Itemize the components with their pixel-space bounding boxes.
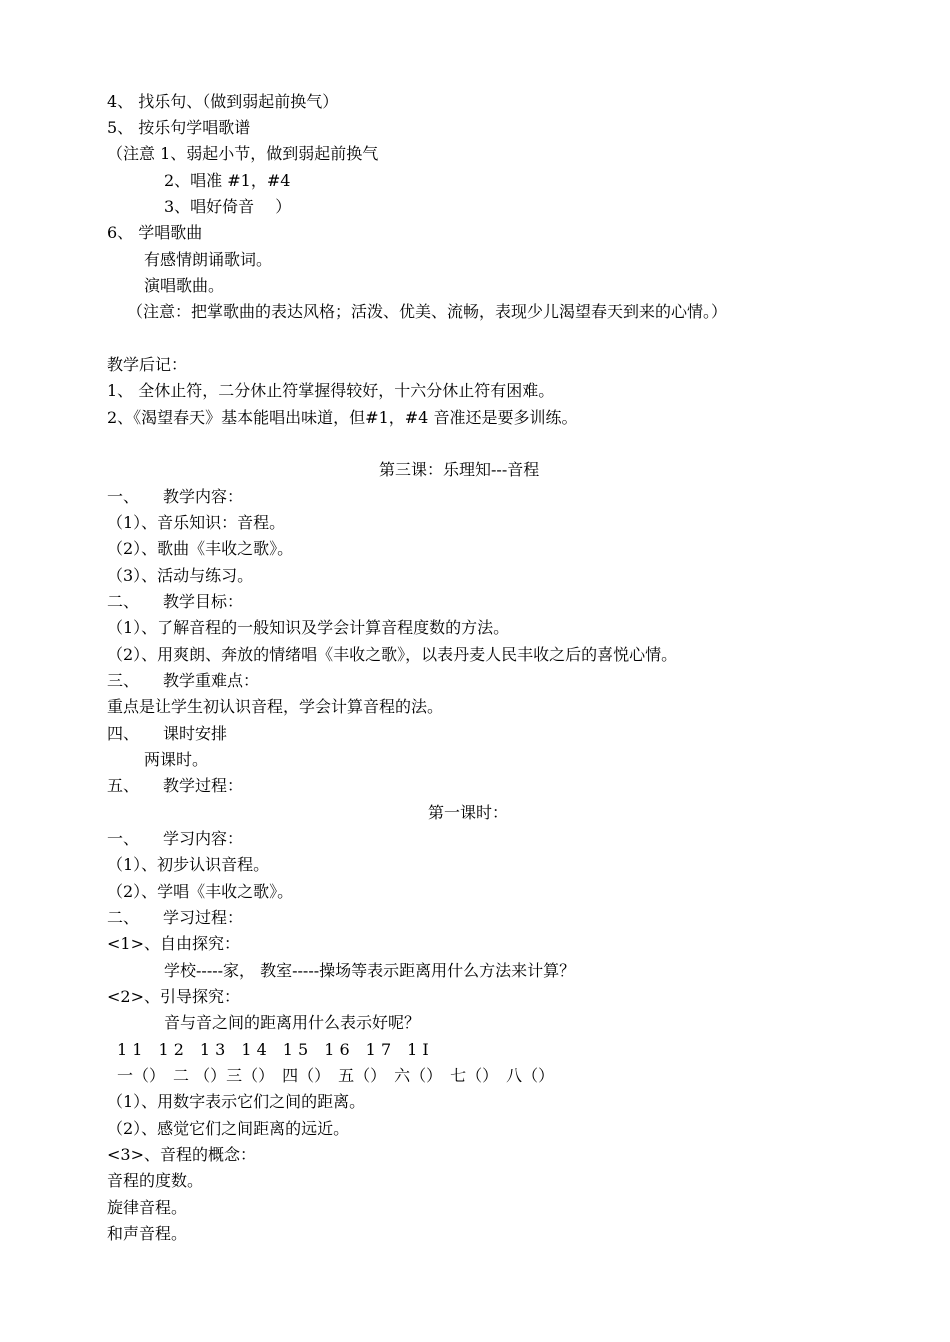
text-line: （1）、音乐知识：音程。 [107, 513, 286, 532]
text-line: （2）、用爽朗、奔放的情绪唱《丰收之歌》，以表丹麦人民丰收之后的喜悦心情。 [107, 645, 678, 664]
lesson-title: 第三课：乐理知---音程 [379, 460, 540, 479]
text-line: 二、 教学目标： [107, 592, 244, 611]
text-line: 音程的度数。 [107, 1171, 204, 1190]
text-line: 3、唱好倚音 ） [164, 197, 292, 216]
text-line: 三、 教学重难点： [107, 671, 260, 690]
interval-notes: 1 1 1 2 1 3 1 4 1 5 1 6 1 7 1 I [117, 1040, 429, 1059]
text-paragraph: （注意：把掌歌曲的表达风格；活泼、优美、流畅，表现少儿渴望春天到来的心情。） [127, 302, 728, 321]
text-line: 一、 教学内容： [107, 487, 244, 506]
text-line: 演唱歌曲。 [144, 276, 225, 295]
section-heading: 教学后记： [107, 355, 188, 374]
text-line: （2）、感觉它们之间距离的远近。 [107, 1119, 350, 1138]
text-line: 一、 学习内容： [107, 829, 244, 848]
text-line: 2、《渴望春天》基本能唱出味道，但#1，#4 音准还是要多训练。 [107, 408, 578, 427]
text-line: 二、 学习过程： [107, 908, 244, 927]
text-line: （2）、学唱《丰收之歌》。 [107, 882, 294, 901]
text-line: （注意 1、弱起小节，做到弱起前换气 [107, 144, 379, 163]
text-line: （1）、用数字表示它们之间的距离。 [107, 1092, 366, 1111]
text-line: （2）、歌曲《丰收之歌》。 [107, 539, 294, 558]
text-line: 4、 找乐句、（做到弱起前换气） [107, 92, 339, 111]
text-line: （1）、初步认识音程。 [107, 855, 270, 874]
text-line: 6、 学唱歌曲 [107, 223, 203, 242]
text-line: 和声音程。 [107, 1224, 188, 1243]
text-line: <3>、音程的概念： [107, 1145, 256, 1164]
text-line: 5、 按乐句学唱歌谱 [107, 118, 251, 137]
text-line: 2、唱准 #1，#4 [164, 171, 291, 190]
session-title: 第一课时： [428, 803, 509, 822]
text-line: （3）、活动与练习。 [107, 566, 254, 585]
text-line: 学校-----家， 教室-----操场等表示距离用什么方法来计算？ [164, 961, 576, 980]
text-line: 1、 全休止符，二分休止符掌握得较好，十六分休止符有困难。 [107, 381, 555, 400]
text-line: 有感情朗诵歌词。 [144, 250, 273, 269]
text-line: <2>、引导探究： [107, 987, 240, 1006]
text-line: 音与音之间的距离用什么表示好呢？ [164, 1013, 421, 1032]
text-line: 旋律音程。 [107, 1198, 188, 1217]
interval-degrees: 一（） 二 （）三（） 四（） 五（） 六（） 七（） 八（） [117, 1066, 555, 1085]
text-line: 五、 教学过程： [107, 776, 244, 795]
text-line: <1>、自由探究： [107, 934, 240, 953]
text-line: （1）、了解音程的一般知识及学会计算音程度数的方法。 [107, 618, 510, 637]
text-line: 四、 课时安排 [107, 724, 228, 743]
text-line: 两课时。 [144, 750, 209, 769]
text-line: 重点是让学生初认识音程，学会计算音程的法。 [107, 697, 444, 716]
